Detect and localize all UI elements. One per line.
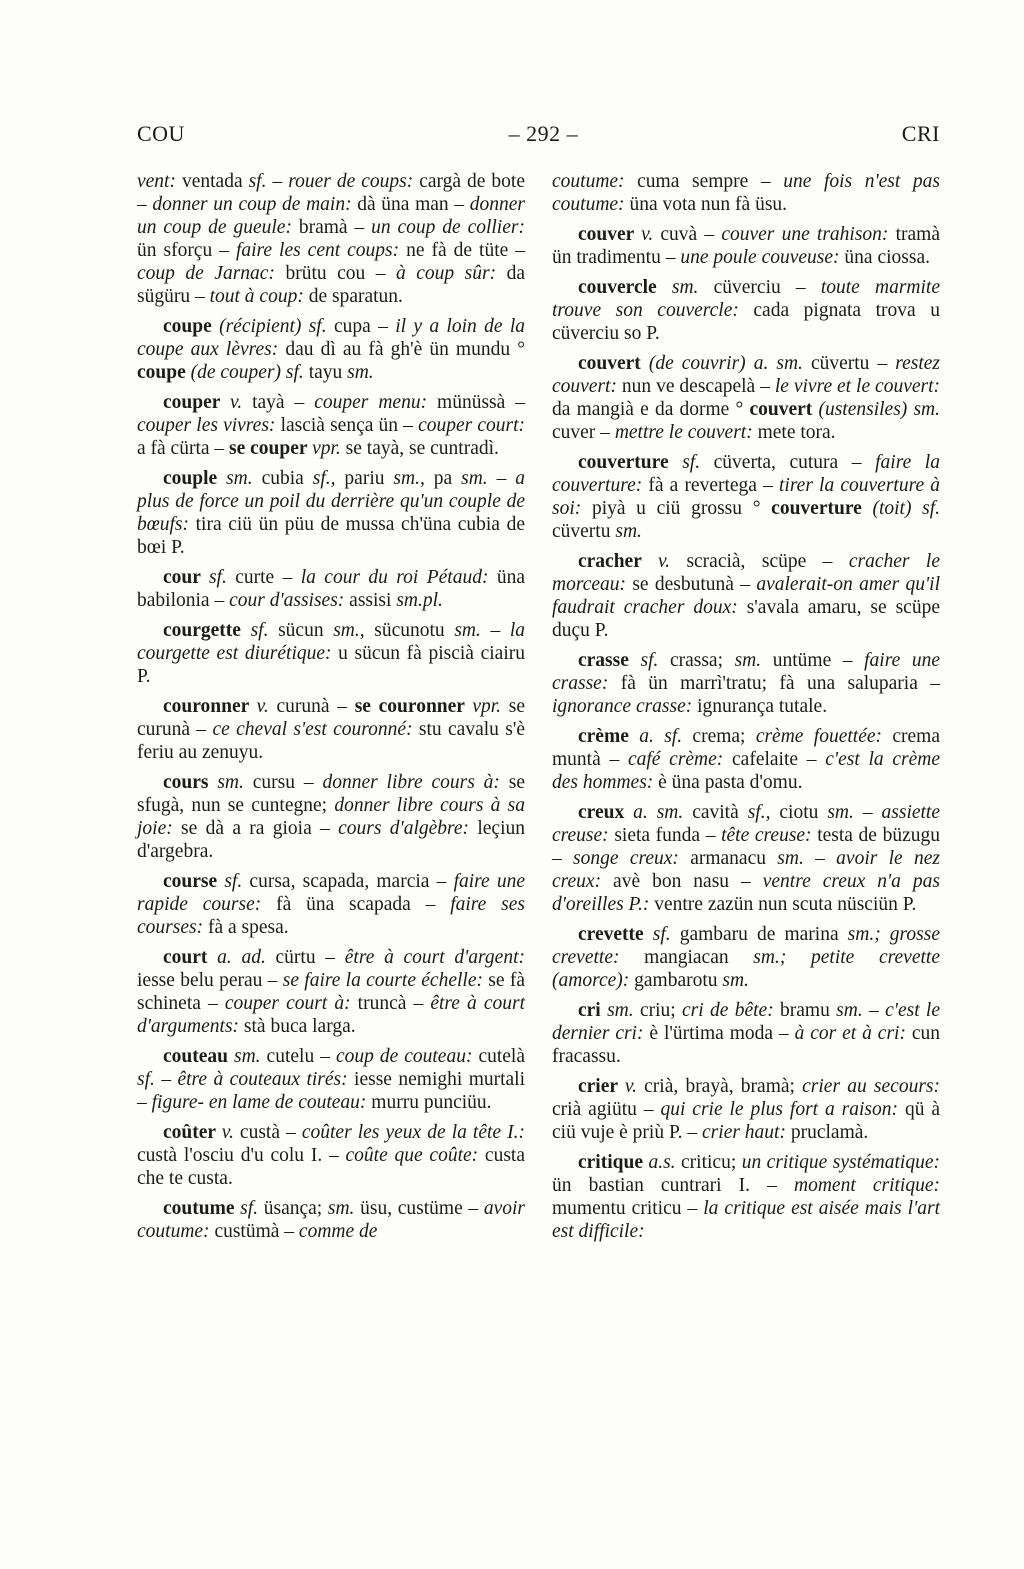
text-segment: è l'ürtima moda – (649, 1023, 795, 1044)
text-segment: fà üna scapada – (276, 894, 451, 915)
text-segment: course (163, 871, 225, 892)
text-segment: sf., (312, 468, 345, 489)
text-segment: v. (221, 1122, 240, 1143)
text-segment: cour d'assises: (229, 590, 350, 611)
text-segment: critique (578, 1152, 649, 1173)
text-segment: assisi (349, 590, 397, 611)
text-segment: couper court: (418, 415, 526, 436)
text-segment: être à court d'arguments: (137, 993, 525, 1037)
text-segment: coup de Jarnac: (137, 263, 286, 284)
text-segment: stà buca larga. (243, 1016, 356, 1037)
text-segment: testa de büzugu – (552, 825, 941, 869)
text-segment: donner un coup de gueule: (137, 194, 525, 238)
text-segment: üna ciossa. (844, 247, 930, 268)
text-segment: avè bon nasu – (613, 871, 763, 892)
text-segment: couverture (771, 498, 873, 519)
text-segment: sm. (777, 848, 816, 869)
text-segment: tayu (308, 362, 348, 383)
text-segment: cun fracassu. (552, 1023, 941, 1067)
dictionary-entry (137, 946, 525, 1038)
text-segment: sf. (208, 567, 236, 588)
dictionary-entry (552, 352, 940, 444)
text-segment: pa (433, 468, 462, 489)
text-segment: crier haut: (702, 1122, 791, 1143)
text-segment: üsança; (263, 1198, 328, 1219)
text-segment: couverture (578, 452, 683, 473)
dictionary-entry (137, 771, 525, 863)
text-segment: scracià, scüpe – (686, 551, 849, 572)
text-segment: sf. (682, 452, 714, 473)
dictionary-entry (552, 1151, 940, 1243)
text-segment: faire ses courses: (137, 894, 525, 938)
dictionary-entry (137, 1045, 525, 1114)
text-segment: café crème: (627, 749, 733, 770)
text-segment: un critique systématique: (741, 1152, 941, 1173)
text-segment: se tayà, se cuntradì. (345, 438, 499, 459)
text-segment: sm.; grosse crevette: (552, 924, 940, 968)
text-segment: cri (578, 1000, 608, 1021)
text-segment: sm. (827, 802, 863, 823)
text-segment: s'avala amaru, se scüpe duçu P. (552, 597, 940, 641)
text-segment: se curunà – (137, 696, 525, 740)
text-segment: cursa, scapada, marcia – (249, 871, 454, 892)
header-page-number: – 292 – (508, 121, 579, 146)
text-segment: truncà – (357, 993, 431, 1014)
text-segment: tira ciü ün püu de mussa ch'üna cubia de bœi P. (137, 514, 525, 558)
text-segment: crème fouettée: (755, 726, 893, 747)
text-segment: se couper (229, 438, 313, 459)
text-segment: ce cheval s'est couronné: (212, 719, 419, 740)
text-segment: pariu (344, 468, 394, 489)
text-segment: cupa – (333, 316, 396, 337)
text-segment: a fà cürta – (137, 438, 230, 459)
dictionary-entry (137, 391, 525, 460)
text-segment: courgette (163, 620, 251, 641)
text-segment: da sügüru – (137, 263, 525, 307)
text-segment: une fois n'est pas coutume: (552, 171, 940, 215)
text-segment: sf. (248, 171, 273, 192)
text-segment: couver une trahison: (721, 224, 896, 245)
text-segment: cafelaite – (732, 749, 826, 770)
text-segment: cavità (692, 802, 748, 823)
text-segment: crema; (692, 726, 756, 747)
text-segment: cürtu – (275, 947, 345, 968)
text-segment: coupe (163, 316, 220, 337)
text-segment: songe creux: (573, 848, 691, 869)
text-segment: custà l'osciu d'u colu I. – (137, 1145, 346, 1166)
text-segment: mumentu criticu – (552, 1198, 704, 1219)
text-segment: ciotu (779, 802, 828, 823)
text-segment: donner libre cours à: (322, 772, 509, 793)
text-segment: brütu cou – (285, 263, 397, 284)
text-segment: se dà a ra gioia – (181, 818, 339, 839)
text-segment: couver (578, 224, 642, 245)
text-segment: cursu – (252, 772, 323, 793)
text-segment: couvert (578, 353, 649, 374)
text-segment: moment critique: (794, 1175, 940, 1196)
text-segment: crier au secours: (802, 1076, 940, 1097)
text-segment: coutume (163, 1198, 241, 1219)
text-segment: sf. (224, 871, 250, 892)
text-segment: a. ad. (217, 947, 276, 968)
text-segment: il y a loin de la coupe aux lèvres: (137, 316, 526, 360)
text-segment: avoir le nez creux: (552, 848, 940, 892)
text-segment: fà ün marrì'tratu; fà una saluparia – (620, 673, 941, 694)
text-segment: ignurança tutale. (697, 696, 828, 717)
text-segment: avalerait-on amer qu'il faudrait cracher doux: (552, 574, 940, 618)
text-segment: ventre creux n'a pas d'oreilles P.: (552, 871, 940, 915)
dictionary-entry (552, 451, 940, 543)
text-segment: couple (163, 468, 227, 489)
text-segment: sm. (217, 772, 253, 793)
running-header (137, 121, 940, 147)
text-segment: c'est le dernier cri: (552, 1000, 941, 1044)
text-segment: è üna pasta d'omu. (658, 772, 803, 793)
text-segment: stu cavalu s'è feriu au zenuyu. (137, 719, 525, 763)
text-segment: v. (256, 696, 277, 717)
dictionary-entry (552, 276, 940, 345)
text-segment: crema muntà – (552, 726, 940, 770)
text-segment: sm. (734, 650, 773, 671)
text-segment: coutume: (552, 171, 638, 192)
text-segment: crier (578, 1076, 625, 1097)
text-segment: sf., (747, 802, 780, 823)
text-segment: üna babilonia – (137, 567, 525, 611)
text-segment: iesse nemighi murtali – (137, 1069, 526, 1113)
text-segment: lascià sença ün – (280, 415, 419, 436)
text-segment: sm. (836, 1000, 870, 1021)
column-left (137, 170, 525, 1250)
text-segment: v. (230, 392, 253, 413)
text-segment: assiette creuse: (552, 802, 941, 846)
text-segment: fà a revertega – (648, 475, 779, 496)
text-segment: custümà – (214, 1221, 299, 1242)
text-segment: ün bastian cuntrari I. – (552, 1175, 794, 1196)
text-segment: dau dì au fà gh'è ün mundu ° (285, 339, 525, 360)
text-segment: coûter les yeux de la tête I.: (301, 1122, 525, 1143)
text-segment: se fà schineta – (137, 970, 525, 1014)
text-segment: sm. (722, 970, 749, 991)
text-segment: coûter (163, 1122, 222, 1143)
dictionary-entry (552, 923, 940, 992)
text-segment: la courgette est diurétique: (137, 620, 526, 664)
text-segment: cutelà (478, 1046, 526, 1067)
text-segment: crasse (578, 650, 641, 671)
text-segment: couper (163, 392, 231, 413)
header-left-guide-word: COU (137, 121, 185, 146)
text-segment: münüssà – (437, 392, 525, 413)
text-segment: crassa; (669, 650, 735, 671)
text-segment: – (869, 1000, 886, 1021)
text-segment: sm., (393, 468, 434, 489)
text-segment: qui crie le plus fort a raison: (660, 1099, 905, 1120)
text-segment: cuvà – (660, 224, 722, 245)
text-segment: sm. (615, 521, 642, 542)
text-segment: cours (163, 772, 218, 793)
dictionary-entry (137, 1121, 525, 1190)
text-segment: dà üna man – (357, 194, 470, 215)
dictionary-entry (552, 999, 940, 1068)
text-segment: sm.; petite crevette (amorce): (552, 947, 940, 991)
text-segment: (récipient) sf. (219, 316, 334, 337)
text-segment: court (163, 947, 218, 968)
text-segment: cüverciu – (713, 277, 821, 298)
text-segment: couper menu: (314, 392, 438, 413)
text-segment: se sfugà, nun se cuntegne; (137, 772, 525, 816)
dictionary-entry (552, 550, 940, 642)
text-segment: armanacu (690, 848, 778, 869)
text-segment: cuver – (552, 422, 615, 443)
text-segment: sm. (234, 1046, 267, 1067)
text-segment: curunà – (276, 696, 355, 717)
text-segment: ne fà de tüte – (406, 240, 525, 261)
text-segment: vent: (137, 171, 182, 192)
text-segment: crème (578, 726, 640, 747)
text-segment: être à couteaux tirés: (177, 1069, 355, 1090)
text-segment: mangiacan (644, 947, 754, 968)
text-segment: piyà u ciü grossu ° (591, 498, 772, 519)
text-segment: tirer la couverture à soi: (552, 475, 940, 519)
dictionary-entry (552, 649, 940, 718)
text-segment: couper court à: (224, 993, 358, 1014)
text-segment: sieta funda – (614, 825, 722, 846)
dictionary-entry (552, 725, 940, 794)
text-segment: sf. (240, 1198, 264, 1219)
text-segment: v. (657, 551, 687, 572)
text-segment: tête creuse: (721, 825, 818, 846)
dictionary-entry (552, 223, 940, 269)
text-segment: avoir coutume: (137, 1198, 525, 1242)
text-segment: se faire la courte échelle: (282, 970, 489, 991)
text-segment: iesse belu perau – (137, 970, 283, 991)
dictionary-entry (552, 801, 940, 916)
text-segment: cracher le morceau: (552, 551, 940, 595)
dictionary-entry (137, 170, 525, 308)
text-segment: vpr. (472, 696, 509, 717)
text-segment: gambarotu (634, 970, 723, 991)
text-segment: creux (578, 802, 634, 823)
text-segment: vpr. (312, 438, 346, 459)
text-segment: sm. (347, 362, 374, 383)
dictionary-entry (137, 566, 525, 612)
text-segment: se couronner (354, 696, 473, 717)
text-segment: ventre zazün nun scuta nüsciün P. (654, 894, 917, 915)
text-segment: a plus de force un poil du derrière qu'un couple de bœufs: (137, 468, 526, 535)
text-segment: sm. (607, 1000, 640, 1021)
text-segment: cracher (578, 551, 658, 572)
text-segment: sf. (640, 650, 670, 671)
text-segment: se desbutunà – (632, 574, 757, 595)
text-columns (137, 170, 940, 1250)
text-segment: cüverta, cutura – (713, 452, 876, 473)
text-segment: (toit) sf. (872, 498, 940, 519)
text-segment: da mangià e da dorme ° (552, 399, 750, 420)
text-segment: bramu (780, 1000, 837, 1021)
text-segment: tout à coup: (209, 286, 309, 307)
text-segment: ignorance crasse: (552, 696, 698, 717)
dictionary-entry (137, 695, 525, 764)
dictionary-entry (137, 315, 525, 384)
text-segment: – (496, 468, 516, 489)
text-segment: coûte que coûte: (345, 1145, 485, 1166)
text-segment: cüvertu (552, 521, 616, 542)
text-segment: cubia (261, 468, 313, 489)
text-segment: custà – (239, 1122, 302, 1143)
header-right-guide-word: CRI (901, 121, 940, 146)
text-segment: gambaru de marina (679, 924, 848, 945)
text-segment: une poule couveuse: (680, 247, 845, 268)
text-segment: toute marmite trouve son couvercle: (552, 277, 941, 321)
text-segment: – (490, 620, 510, 641)
text-segment: criu; (639, 1000, 682, 1021)
text-segment: – (862, 802, 882, 823)
text-segment: de sparatun. (308, 286, 403, 307)
text-segment: coup de couteau: (335, 1046, 479, 1067)
text-segment: à cor et à cri: (794, 1023, 912, 1044)
text-segment: – (815, 848, 837, 869)
dictionary-entry (137, 870, 525, 939)
text-segment: (de couvrir) a. sm. (648, 353, 811, 374)
text-segment: üsu, custüme – (360, 1198, 484, 1219)
text-segment: (de couper) sf. (190, 362, 309, 383)
text-segment: à coup sûr: (396, 263, 507, 284)
dictionary-entry (137, 1197, 525, 1243)
text-segment: faire la couverture: (552, 452, 940, 496)
text-segment: tayà – (252, 392, 315, 413)
text-segment: un coup de collier: (371, 217, 525, 238)
text-segment: sm. (327, 1198, 361, 1219)
dictionary-entry (137, 467, 525, 559)
column-right (552, 170, 940, 1250)
text-segment: cutelu – (266, 1046, 336, 1067)
text-segment: crià agiütu – (552, 1099, 661, 1120)
text-segment: coupe (137, 362, 191, 383)
text-segment: (ustensiles) sm. (818, 399, 940, 420)
text-segment: qü à ciü vuje è priù P. – (552, 1099, 941, 1143)
text-segment: murru punciüu. (371, 1092, 492, 1113)
text-segment: faire une rapide course: (137, 871, 526, 915)
text-segment: v. (624, 1076, 645, 1097)
text-segment: – (161, 1069, 178, 1090)
text-segment: cri de bête: (682, 1000, 781, 1021)
text-segment: faire les cent coups: (235, 240, 407, 261)
text-segment: mete tora. (757, 422, 836, 443)
text-segment: sm. (461, 468, 497, 489)
dictionary-entry (137, 619, 525, 688)
text-segment: comme de (298, 1221, 378, 1242)
text-segment: faire une crasse: (552, 650, 940, 694)
text-segment: – (272, 171, 289, 192)
text-segment: custa che te custa. (137, 1145, 525, 1189)
text-segment: pruclamà. (790, 1122, 869, 1143)
text-segment: a. sm. (633, 802, 693, 823)
text-segment: crevette (578, 924, 653, 945)
text-segment: sf. (250, 620, 279, 641)
text-segment: sücunotu (374, 620, 455, 641)
text-segment: donner un coup de main: (152, 194, 358, 215)
text-segment: fà a spesa. (207, 917, 289, 938)
text-segment: couvert (749, 399, 819, 420)
text-segment: cada pignata trova u cüverciu so P. (552, 300, 940, 344)
text-segment: donner libre cours à sa joie: (137, 795, 525, 839)
text-segment: crià, brayà, bramà; (644, 1076, 803, 1097)
text-segment: couper les vivres: (137, 415, 281, 436)
text-segment: sm. (454, 620, 491, 641)
text-segment: sf. (137, 1069, 162, 1090)
text-segment: couvercle (578, 277, 672, 298)
dictionary-entry (552, 1075, 940, 1144)
text-segment: a.s. (648, 1152, 682, 1173)
text-segment: couronner (163, 696, 257, 717)
text-segment: üna vota nun fà üsu. (629, 194, 788, 215)
text-segment: curte – (235, 567, 301, 588)
text-segment: sm.pl. (396, 590, 443, 611)
text-segment: couteau (163, 1046, 234, 1067)
text-segment: restez couvert: (552, 353, 940, 397)
text-segment: sf. (652, 924, 680, 945)
text-segment: la critique est aisée mais l'art est difficile: (552, 1198, 940, 1242)
text-segment: u sücun fà piscià ciairu P. (137, 643, 525, 687)
text-segment: la cour du roi Pétaud: (300, 567, 497, 588)
text-segment: cour (163, 567, 209, 588)
text-segment: sm. (671, 277, 714, 298)
text-segment: tramà ün tradimentu – (552, 224, 940, 268)
text-segment: untüme – (772, 650, 865, 671)
text-segment: nun ve descapelà – (621, 376, 775, 397)
text-segment: cüvertu – (810, 353, 896, 374)
text-segment: rouer de coups: (288, 171, 420, 192)
text-segment: cours d'algèbre: (338, 818, 478, 839)
text-segment: criticu; (681, 1152, 742, 1173)
text-segment: être à court d'argent: (344, 947, 525, 968)
text-segment: figure- en lame de couteau: (151, 1092, 372, 1113)
text-segment: cuma sempre – (637, 171, 784, 192)
text-segment: sücun (278, 620, 334, 641)
text-segment: leçiun d'argebra. (137, 818, 525, 862)
text-segment: mettre le couvert: (614, 422, 758, 443)
dictionary-entry (552, 170, 940, 216)
text-segment: cargà de bote – (137, 171, 525, 215)
text-segment: sm. (226, 468, 262, 489)
text-segment: le vivre et le couvert: (774, 376, 941, 397)
text-segment: v. (641, 224, 661, 245)
text-segment: sm., (333, 620, 375, 641)
text-segment: ün sforçu – (137, 240, 236, 261)
text-segment: ventada (181, 171, 249, 192)
text-segment: bramà – (298, 217, 372, 238)
text-segment: a. sf. (639, 726, 693, 747)
text-segment: c'est la crème des hommes: (552, 749, 940, 793)
